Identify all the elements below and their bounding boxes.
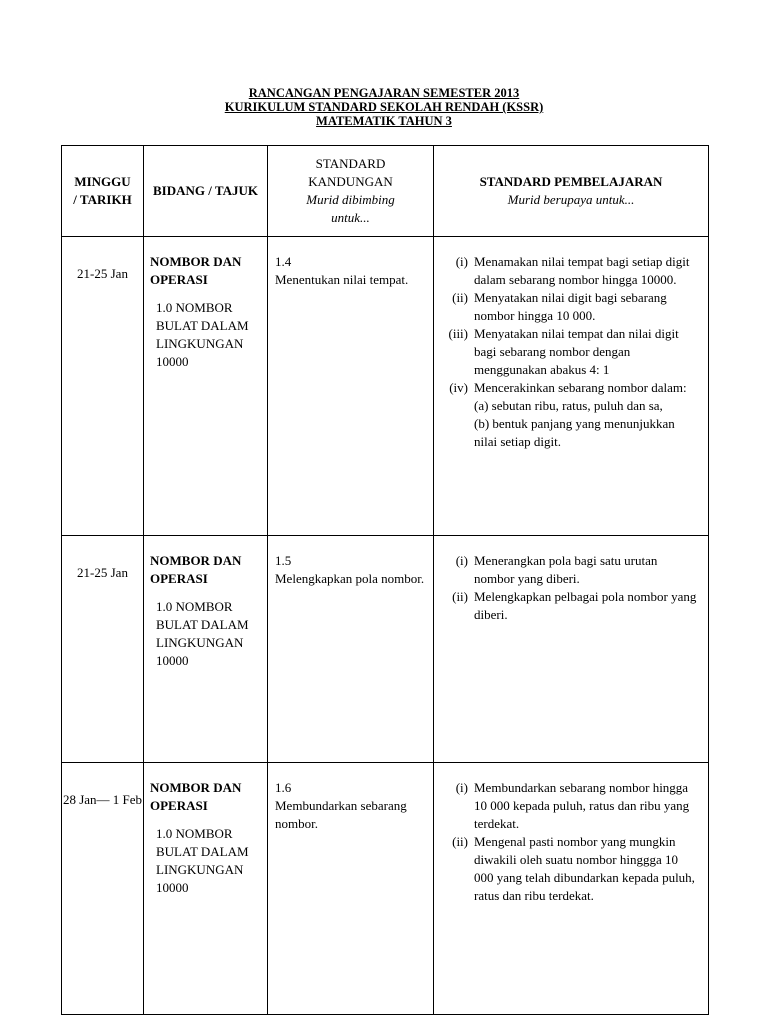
standard-pembelajaran-cell	[434, 237, 709, 536]
header-standard-kandungan	[268, 146, 434, 237]
item-number: (ii)	[452, 290, 468, 305]
header-bidang-label: BIDANG / TAJUK	[153, 183, 258, 198]
bidang-title: NOMBOR DAN OPERASI	[150, 553, 242, 586]
date-cell	[62, 763, 144, 1015]
table-row	[62, 536, 709, 763]
header-minggu	[62, 146, 144, 237]
table-row	[62, 237, 709, 536]
item-text: (a) sebutan ribu, ratus, puluh dan sa,	[474, 398, 663, 413]
item-text: Menyatakan nilai tempat dan nilai digit bagi sebarang nombor dengan menggunakan abakus 4: 1	[474, 326, 679, 377]
lesson-plan-table	[61, 145, 709, 1015]
item-text: Menamakan nilai tempat bagi setiap digit dalam sebarang nombor hingga 10000.	[474, 254, 690, 287]
table-header-row	[62, 146, 709, 237]
item-text: Mengenal pasti nombor yang mungkin diwakili oleh suatu nombor hinggga 10 000 yang telah dibundarkan kepada puluh, ratus dan ribu terdekat.	[474, 834, 695, 903]
sk-number: 1.6	[275, 780, 292, 795]
item-text: (b) bentuk panjang yang menunjukkan nilai setiap digit.	[474, 416, 675, 449]
bidang-topic: 1.0 NOMBOR BULAT DALAM LINGKUNGAN 10000	[156, 599, 249, 668]
item-text: Menyatakan nilai digit bagi sebarang nombor hingga 10 000.	[474, 290, 667, 323]
item-text: Membundarkan sebarang nombor hingga 10 000 kepada puluh, ratus dan ribu yang terdekat.	[474, 780, 690, 831]
standard-kandungan-cell	[268, 763, 434, 1015]
list-item	[438, 552, 700, 588]
bidang-topic: 1.0 NOMBOR BULAT DALAM LINGKUNGAN 10000	[156, 826, 249, 895]
item-number: (ii)	[452, 834, 468, 849]
header-sp-label: STANDARD PEMBELAJARAN	[479, 174, 663, 189]
date-text: 21-25 Jan	[77, 565, 128, 580]
header-sp-subtitle: Murid berupaya untuk...	[507, 192, 635, 207]
bidang-cell	[144, 536, 268, 763]
list-item	[438, 588, 700, 624]
header-line-1: RANCANGAN PENGAJARAN SEMESTER 2013	[248, 86, 520, 100]
item-text: Mencerakinkan sebarang nombor dalam:	[474, 380, 687, 395]
header-line-3: MATEMATIK TAHUN 3	[316, 114, 452, 128]
list-item	[438, 833, 700, 905]
header-line-2: KURIKULUM STANDARD SEKOLAH RENDAH (KSSR)	[224, 100, 544, 114]
item-number: (iv)	[449, 380, 468, 395]
header-sk-subtitle: Murid dibimbing untuk...	[306, 192, 395, 225]
list-item	[438, 289, 700, 325]
sk-text: Menentukan nilai tempat.	[275, 272, 409, 287]
item-number: (i)	[455, 254, 468, 269]
sk-text: Melengkapkan pola nombor.	[275, 571, 425, 586]
bidang-cell	[144, 763, 268, 1015]
list-item	[438, 379, 700, 397]
list-item	[438, 253, 700, 289]
bidang-topic: 1.0 NOMBOR BULAT DALAM LINGKUNGAN 10000	[156, 300, 249, 369]
item-number	[438, 397, 474, 415]
item-text: Menerangkan pola bagi satu urutan nombor yang diberi.	[474, 553, 658, 586]
standard-pembelajaran-cell	[434, 763, 709, 1015]
sk-number: 1.4	[275, 254, 292, 269]
item-number: (i)	[455, 553, 468, 568]
sk-number: 1.5	[275, 553, 292, 568]
bidang-cell	[144, 237, 268, 536]
bidang-title: NOMBOR DAN OPERASI	[150, 254, 242, 287]
standard-kandungan-cell	[268, 536, 434, 763]
item-number: (iii)	[448, 326, 468, 341]
table-row	[62, 763, 709, 1015]
standard-pembelajaran-cell	[434, 536, 709, 763]
document-header	[0, 86, 768, 128]
sk-text: Membundarkan sebarang nombor.	[275, 798, 407, 831]
list-subitem	[438, 415, 700, 451]
date-text: 28 Jan— 1 Feb	[62, 792, 143, 807]
header-standard-pembelajaran	[434, 146, 709, 237]
date-text: 21-25 Jan	[77, 266, 128, 281]
item-text: Melengkapkan pelbagai pola nombor yang diberi.	[474, 589, 697, 622]
date-cell	[62, 536, 144, 763]
standard-kandungan-cell	[268, 237, 434, 536]
item-number: (i)	[455, 780, 468, 795]
list-item	[438, 779, 700, 833]
header-bidang	[144, 146, 268, 237]
list-subitem	[438, 397, 700, 415]
header-sk-label: STANDARD KANDUNGAN	[308, 156, 393, 189]
item-number	[438, 415, 474, 451]
item-number: (ii)	[452, 589, 468, 604]
list-item	[438, 325, 700, 379]
date-cell	[62, 237, 144, 536]
bidang-title: NOMBOR DAN OPERASI	[150, 780, 242, 813]
header-minggu-label: MINGGU / TARIKH	[73, 174, 132, 207]
